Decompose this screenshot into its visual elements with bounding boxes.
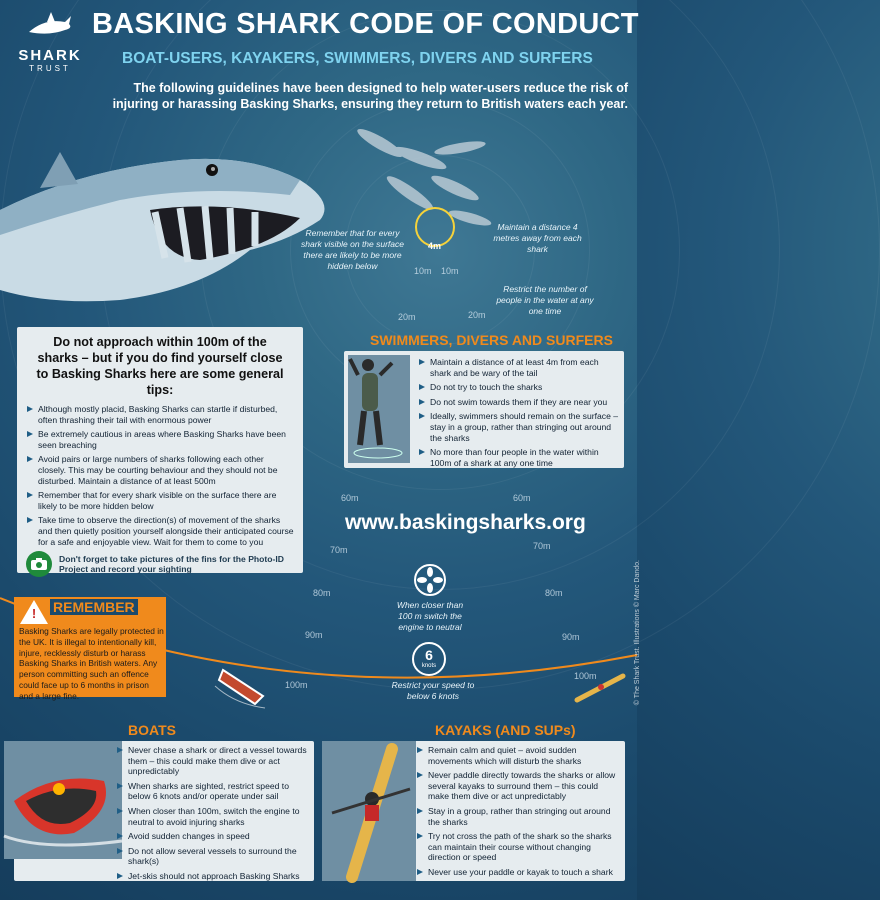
distance-label: 100m: [574, 671, 597, 681]
remember-heading: REMEMBER: [50, 599, 138, 615]
distance-label: 20m: [468, 310, 486, 320]
list-item: Take time to observe the direction(s) of movement of the sharks and then quietly position yourself alongside their anticipated course for a safe and enjoyable view. Wait for them to come to you: [26, 515, 294, 547]
list-item: Ideally, swimmers should remain on the surface – stay in a group, rather than stringing out around the sharks: [418, 411, 620, 443]
list-item: Do not swim towards them if they are near you: [418, 397, 620, 408]
list-item: Remember that for every shark visible on the surface there are likely to be more hidden below: [26, 490, 294, 511]
note-people: Restrict the number of people in the water at any one time: [496, 284, 594, 316]
distance-label: 10m: [441, 266, 459, 276]
list-item: When closer than 100m, switch the engine to neutral to avoid injuring sharks: [116, 806, 310, 827]
list-item: Try not cross the path of the shark so the sharks can maintain their course without changing direction or speed: [416, 831, 621, 863]
warning-icon-mark: !: [31, 606, 37, 621]
propeller-icon: [413, 563, 447, 597]
remember-text: Basking Sharks are legally protected in the UK. It is illegal to intentionally kill, injure, recklessly disturb or harass Basking Sharks in British waters. Any person committing such an offence could face up to 6 months in prison and a large fine.: [19, 626, 164, 701]
boats-panel: [14, 741, 314, 881]
boat-illustration: [215, 660, 275, 710]
list-item: Avoid sudden changes in speed: [116, 831, 310, 842]
list-item: When sharks are sighted, restrict speed to below 6 knots and/or operate under sail: [116, 781, 310, 802]
logo-trust: TRUST: [29, 64, 71, 73]
swimmers-panel: [344, 351, 624, 468]
page-subtitle: BOAT-USERS, KAYAKERS, SWIMMERS, DIVERS AND SURFERS: [122, 50, 593, 67]
website-link[interactable]: www.baskingsharks.org: [345, 511, 586, 534]
distance-label: 100m: [285, 680, 308, 690]
distance-label: 10m: [414, 266, 432, 276]
intro-text: The following guidelines have been designed to help water-users reduce the risk of injuring or harassing Basking Sharks, ensuring they return to British waters each year.: [112, 81, 628, 111]
diver-illustration: [348, 355, 410, 463]
label-4m: 4m: [428, 241, 442, 251]
page-title: BASKING SHARK CODE OF CONDUCT: [92, 8, 639, 40]
list-item: Remain calm and quiet – avoid sudden movements which will disturb the sharks: [416, 745, 621, 766]
kayaks-panel: [322, 741, 625, 881]
camera-icon: [26, 551, 52, 577]
kayaks-tips-list: [416, 745, 621, 882]
list-item: Although mostly placid, Basking Sharks can startle if disturbed, often thrashing their tail with enormous power: [26, 404, 294, 425]
photo-id-row: [26, 551, 294, 577]
basking-shark-illustration: [0, 140, 340, 315]
distance-label: 70m: [330, 545, 348, 555]
distance-label: 60m: [341, 493, 359, 503]
distance-label: 80m: [313, 588, 331, 598]
speed-limit-icon: [412, 642, 446, 676]
list-item: Never chase a shark or direct a vessel towards them – this could make them dive or act unpredictably: [116, 745, 310, 777]
distance-label: 20m: [398, 312, 416, 322]
boats-tips-list: [116, 745, 310, 886]
shark-logo-icon: [25, 10, 75, 42]
speed-unit: knots: [421, 663, 437, 669]
photo-id-note: Don't forget to take pictures of the fins for the Photo-ID Project and record your sighting: [59, 553, 284, 575]
list-item: Stay in a group, rather than stringing out around the sharks: [416, 806, 621, 827]
list-item: Do not try to touch the sharks: [418, 382, 620, 393]
distance-label: 60m: [513, 493, 531, 503]
kayak-illustration: [573, 670, 629, 706]
distance-label: 90m: [562, 632, 580, 642]
list-item: Never paddle directly towards the sharks or allow several kayaks to surround them – this could make them dive or act unpredictably: [416, 770, 621, 802]
boats-heading: BOATS: [128, 722, 176, 738]
list-item: Avoid pairs or large numbers of sharks following each other closely. This may be courting behaviour and they should not be disturbed. Maintain a distance of at least 500m: [26, 454, 294, 486]
shark-trust-logo: [10, 10, 90, 73]
swimmers-heading: SWIMMERS, DIVERS AND SURFERS: [370, 332, 613, 348]
distance-label: 70m: [533, 541, 551, 551]
list-item: Maintain a distance of at least 4m from each shark and be wary of the tail: [418, 357, 620, 378]
note-distance: Maintain a distance 4 metres away from each shark: [493, 222, 582, 254]
speed-value: 6: [425, 647, 433, 663]
general-tips-panel: [17, 327, 303, 573]
note-hidden-sharks: Remember that for every shark visible on the surface there are likely to be more hidden below: [301, 228, 404, 271]
kayaks-heading: KAYAKS (AND SUPs): [435, 722, 576, 738]
engine-neutral-note: When closer than 100 m switch the engine to neutral: [396, 600, 464, 632]
general-tips-heading: Do not approach within 100m of the sharks – but if you do find yourself close to Basking Sharks here are some general tips:: [36, 335, 284, 397]
general-tips-list: [26, 404, 294, 547]
list-item: Jet-skis should not approach Basking Sharks: [116, 871, 310, 882]
illustration-credit: © The Shark Trust. Illustrations © Marc Dando.: [634, 560, 641, 706]
list-item: No more than four people in the water within 100m of a shark at any one time: [418, 447, 620, 468]
distance-label: 80m: [545, 588, 563, 598]
swimmers-tips-list: [418, 357, 620, 468]
boat-dinghy-illustration: [4, 741, 122, 859]
list-item: Be extremely cautious in areas where Basking Sharks have been seen breaching: [26, 429, 294, 450]
kayaker-illustration: [322, 741, 416, 881]
logo-brand: SHARK: [18, 47, 82, 64]
speed-note: Restrict your speed to below 6 knots: [391, 680, 475, 701]
distance-label: 90m: [305, 630, 323, 640]
list-item: Never use your paddle or kayak to touch a shark: [416, 867, 621, 878]
list-item: Do not allow several vessels to surround the shark(s): [116, 846, 310, 867]
